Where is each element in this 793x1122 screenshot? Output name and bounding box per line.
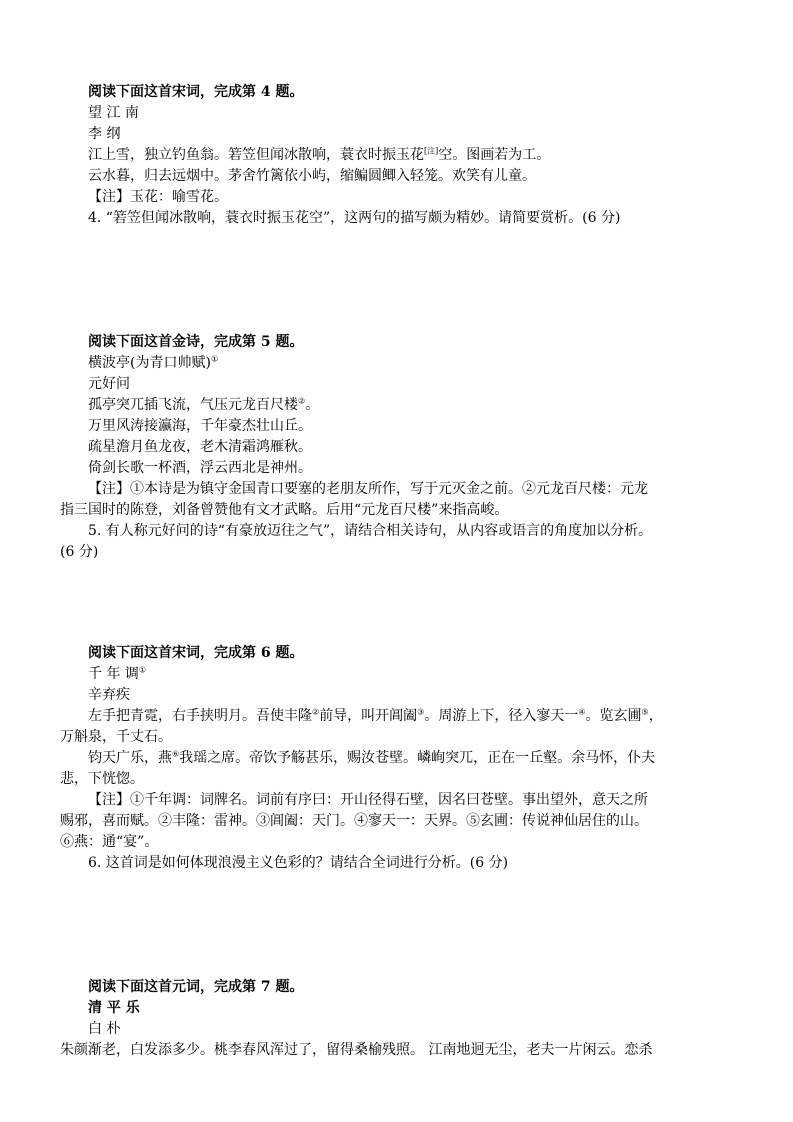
poem-line: 孤亭突兀插飞流，气压元龙百尺楼②。 [88,396,320,413]
section-q7 [60,977,738,1061]
question: 4. “箬笠但闻冰散响，蓑衣时振玉花空”，这两句的描写颇为精妙。请简要赏析。(6 分) [88,210,621,226]
poem-paragraph: 悲，下恍惚。 [60,771,144,787]
note: ⑥燕：通“宴”。 [60,834,159,850]
section-heading: 阅读下面这首元词，完成第 7 题。 [88,979,304,995]
poem-author: 元好问 [88,376,130,392]
note: 赐邪，喜而赋。②丰隆：雷神。③阊阖：天门。④寥天一：天界。⑤玄圃：传说神仙居住的山。 [60,813,648,829]
poem-title: 望 江 南 [88,105,139,121]
poem-paragraph: 万斛泉，千丈石。 [60,729,172,745]
note: 【注】①本诗是为镇守金国青口要塞的老朋友所作，写于元灭金之前。②元龙百尺楼：元龙 [88,481,648,497]
section-heading: 阅读下面这首金诗，完成第 5 题。 [88,334,304,350]
poem-title: 横波亭(为青口帅赋)① [88,354,219,371]
poem-title: 清 平 乐 [88,1000,140,1016]
poem-author: 李 纲 [88,126,121,142]
section-q5 [60,332,738,563]
poem-line: 疏星澹月鱼龙夜，老木清霜鸿雁秋。 [88,439,312,455]
section-heading: 阅读下面这首宋词，完成第 4 题。 [88,84,304,100]
poem-paragraph: 左手把青霓，右手挟明月。吾使丰隆②前导，叫开阊阖③。周游上下，径入寥天一④。览玄圃⑤， [88,707,663,724]
section-heading: 阅读下面这首宋词，完成第 6 题。 [88,645,304,661]
poem-line: 云水暮，归去远烟中。茅舍竹篱依小屿，缩鳊圆鲫入轻笼。欢笑有儿童。 [88,168,536,184]
note: 【注】①千年调：词牌名。词前有序曰：开山径得石壁，因名曰苍壁。事出望外，意天之所 [88,792,648,808]
section-q4 [88,82,738,229]
poem-line: 倚剑长歌一杯酒，浮云西北是神州。 [88,460,312,476]
section-q6 [60,643,738,874]
question: 6. 这首词是如何体现浪漫主义色彩的？请结合全词进行分析。(6 分) [88,855,509,871]
poem-line: 江上雪，独立钓鱼翁。箬笠但闻冰散响，蓑衣时振玉花[注]空。图画若为工。 [88,146,551,163]
poem-title: 千 年 调① [88,665,147,682]
note: 指三国时的陈登，刘备曾赞他有文才武略。后用“元龙百尺楼”来指高峻。 [60,502,509,518]
poem-line: 万里风涛接瀛海，千年豪杰壮山丘。 [88,418,312,434]
poem-author: 辛弃疾 [88,687,130,703]
poem-line: 朱颜渐老，白发添多少。桃李春风浑过了，留得桑榆残照。 江南地迥无尘，老夫一片闲云。恋杀 [60,1042,653,1058]
note: 【注】玉花：喻雪花。 [88,189,228,205]
question: (6 分) [60,544,99,560]
question: 5. 有人称元好问的诗“有豪放迈往之气”，请结合相关诗句，从内容或语言的角度加以分析。 [88,523,653,539]
poem-paragraph: 钧天广乐，燕⑥我瑶之席。帝饮予觞甚乐，赐汝苍壁。嶙峋突兀，正在一丘壑。余马怀，仆夫 [88,749,656,766]
poem-author: 白 朴 [88,1021,121,1037]
